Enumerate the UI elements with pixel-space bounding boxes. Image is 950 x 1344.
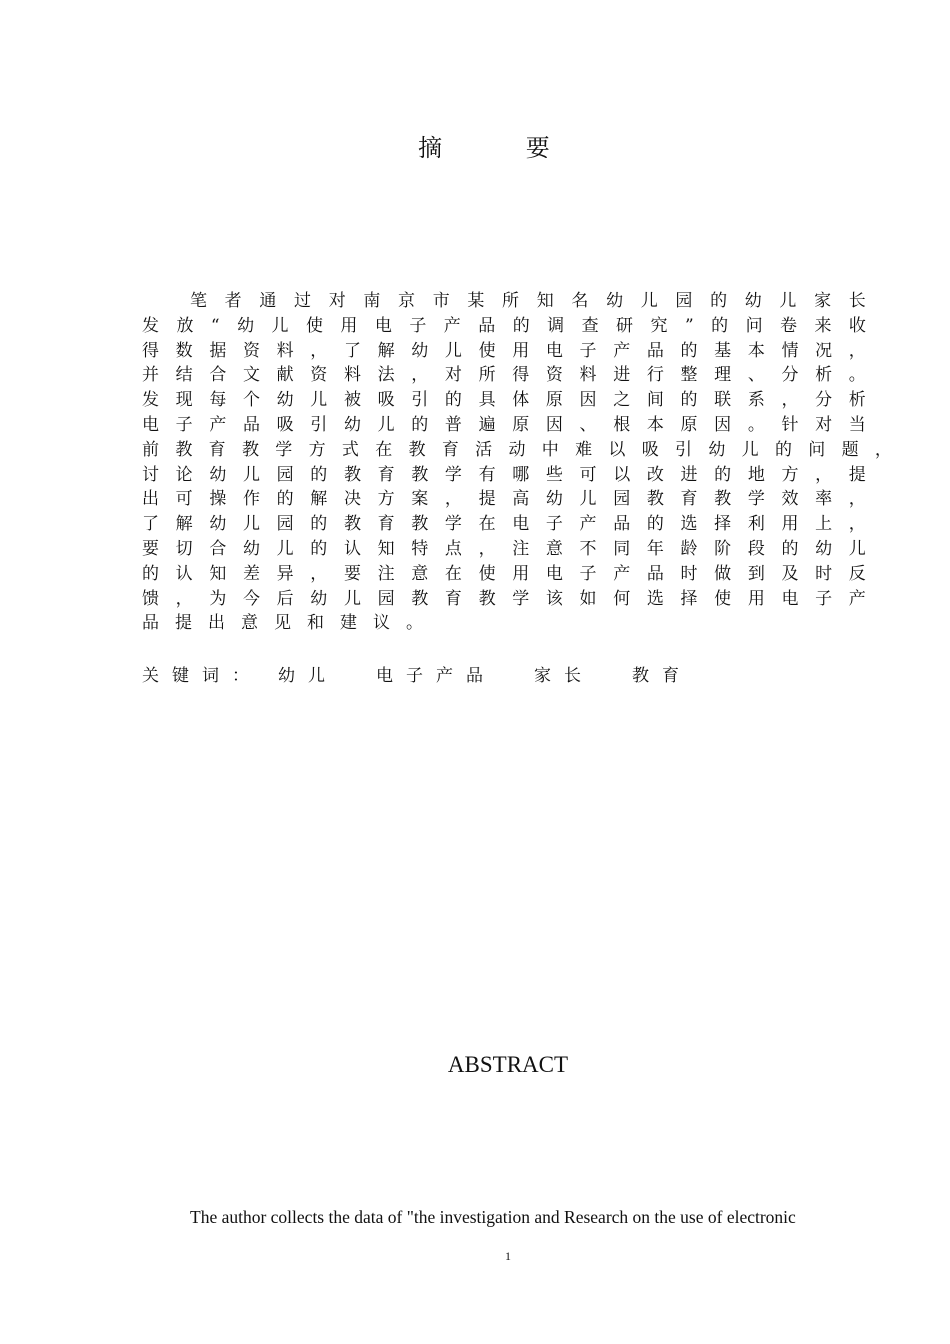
- abstract-line: 电 子 产 品 吸 引 幼 儿 的 普 遍 原 因 、 根 本 原 因 。 针 对 当: [142, 414, 866, 435]
- keywords-line: [142, 663, 692, 689]
- abstract-line: 前 教 育 教 学 方 式 在 教 育 活 动 中 难 以 吸 引 幼 儿 的 问 题 ，: [142, 439, 892, 460]
- english-abstract-title: ABSTRACT: [447, 1052, 569, 1077]
- abstract-line: 品 提 出 意 见 和 建 议 。: [142, 613, 423, 634]
- abstract-line: 讨 论 幼 儿 园 的 教 育 教 学 有 哪 些 可 以 改 进 的 地 方 ， 提: [142, 464, 866, 485]
- abstract-line: 馈 ， 为 今 后 幼 儿 园 教 育 教 学 该 如 何 选 择 使 用 电 子 产: [142, 588, 866, 609]
- chinese-abstract-title: 摘 要: [418, 134, 588, 162]
- abstract-line: 要 切 合 幼 儿 的 认 知 特 点 ， 注 意 不 同 年 龄 阶 段 的 幼 儿: [142, 538, 866, 559]
- keyword-item: 幼儿: [278, 666, 338, 686]
- abstract-line: 笔 者 通 过 对 南 京 市 某 所 知 名 幼 儿 园 的 幼 儿 家 长: [190, 291, 866, 311]
- keyword-item: 电子产品: [376, 666, 496, 686]
- keywords-label: 关键词：: [142, 666, 262, 686]
- keyword-item: 教育: [632, 666, 692, 686]
- english-abstract-first-line: The author collects the data of "the investigation and Research on the use of electronic: [190, 1207, 796, 1227]
- chinese-abstract-body: [142, 289, 892, 636]
- abstract-line: 得 数 据 资 料 ， 了 解 幼 儿 使 用 电 子 产 品 的 基 本 情 况 ，: [142, 340, 866, 361]
- abstract-line: 了 解 幼 儿 园 的 教 育 教 学 在 电 子 产 品 的 选 择 利 用 上 ，: [142, 514, 866, 535]
- abstract-line: 出 可 操 作 的 解 决 方 案 ， 提 高 幼 儿 园 教 育 教 学 效 率 ，: [142, 489, 866, 510]
- page-number: 1: [505, 1249, 511, 1263]
- abstract-line: 发 现 每 个 幼 儿 被 吸 引 的 具 体 原 因 之 间 的 联 系 ， 分 析: [142, 390, 866, 411]
- abstract-line: 并 结 合 文 献 资 料 法 ， 对 所 得 资 料 进 行 整 理 、 分 析 。: [142, 365, 866, 386]
- abstract-line: 的 认 知 差 异 ， 要 注 意 在 使 用 电 子 产 品 时 做 到 及 时 反: [142, 563, 866, 584]
- abstract-line: 发 放 “ 幼 儿 使 用 电 子 产 品 的 调 查 研 究 ” 的 问 卷 来 收: [142, 315, 866, 336]
- keyword-item: 家长: [534, 666, 594, 686]
